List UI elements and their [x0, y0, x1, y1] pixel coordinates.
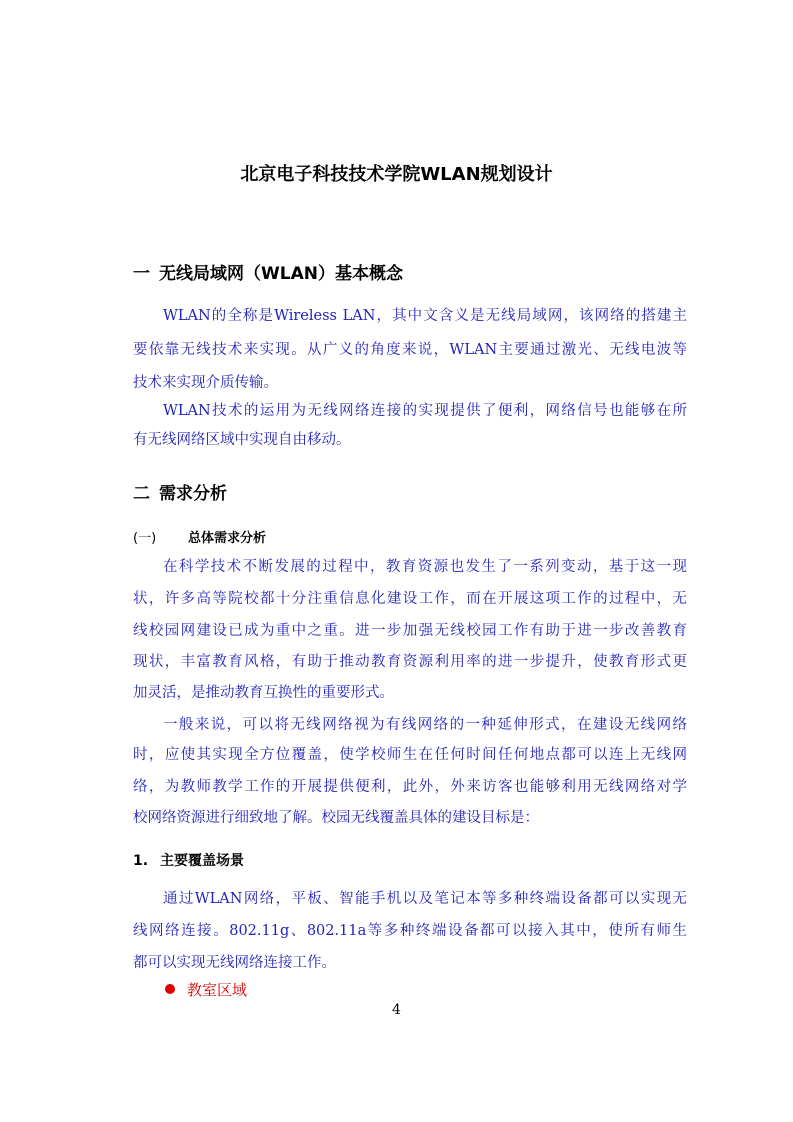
item-number: 1. [133, 853, 149, 869]
paragraph-line: 在科学技术不断发展的过程中，教育资源也发生了一系列变动，基于这一现 [163, 559, 687, 575]
item-heading [133, 850, 244, 870]
paragraph-line: 线校园网建设已成为重中之重。进一步加强无线校园工作有助于进一步改善教育 [133, 623, 687, 639]
paragraph-line: 线网络连接。802.11g、802.11a等多种终端设备都可以接入其中，使所有师生 [133, 923, 687, 939]
page-number: 4 [392, 1002, 401, 1018]
paragraph-line: 现状，丰富教育风格，有助于推动教育资源利用率的进一步提升，使教育形式更 [133, 654, 687, 670]
paragraph-line: 技术来实现介质传输。 [133, 375, 278, 391]
bullet-dot-icon [165, 984, 175, 994]
paragraph-line: 要依靠无线技术来实现。从广义的角度来说，WLAN主要通过激光、无线电波等 [133, 342, 687, 358]
section-heading-2 [133, 479, 227, 504]
subsection-number: (一) [133, 531, 157, 546]
bullet-text: 教室区域 [187, 981, 248, 999]
bullet-item [165, 979, 247, 1000]
section-number: 二 [133, 484, 150, 504]
section-title: 需求分析 [159, 484, 227, 504]
paragraph-line: 都可以实现无线网络连接工作。 [133, 955, 336, 971]
paragraph-line: 状，许多高等院校都十分注重信息化建设工作，而在开展这项工作的过程中，无 [133, 591, 687, 607]
subsection-title: 总体需求分析 [188, 531, 267, 546]
paragraph-line: 校网络资源进行细致地了解。校园无线覆盖具体的建设目标是： [133, 810, 539, 826]
paragraph-line: WLAN技术的运用为无线网络连接的实现提供了便利，网络信号也能够在所 [163, 403, 687, 419]
item-title: 主要覆盖场景 [160, 853, 244, 869]
document-title: 北京电子科技技术学院WLAN规划设计 [240, 164, 553, 185]
paragraph-line: 一般来说，可以将无线网络视为有线网络的一种延伸形式，在建设无线网络 [163, 717, 687, 733]
section-heading-1 [133, 259, 403, 284]
section-title: 无线局域网（WLAN）基本概念 [159, 264, 403, 284]
paragraph-line: 络，为教师教学工作的开展提供便利，此外，外来访客也能够利用无线网络对学 [133, 779, 687, 795]
subsection-heading [133, 527, 266, 546]
paragraph-line: 通过WLAN网络，平板、智能手机以及笔记本等多种终端设备都可以实现无 [163, 891, 687, 907]
paragraph-line: WLAN的全称是Wireless LAN，其中文含义是无线局域网，该网络的搭建主 [163, 308, 687, 324]
paragraph-line: 有无线网络区域中实现自由移动。 [133, 432, 351, 448]
paragraph-line: 加灵活，是推动教育互换性的重要形式。 [133, 685, 394, 701]
paragraph-line: 时，应使其实现全方位覆盖，使学校师生在任何时间任何地点都可以连上无线网 [133, 747, 687, 763]
section-number: 一 [133, 264, 150, 284]
